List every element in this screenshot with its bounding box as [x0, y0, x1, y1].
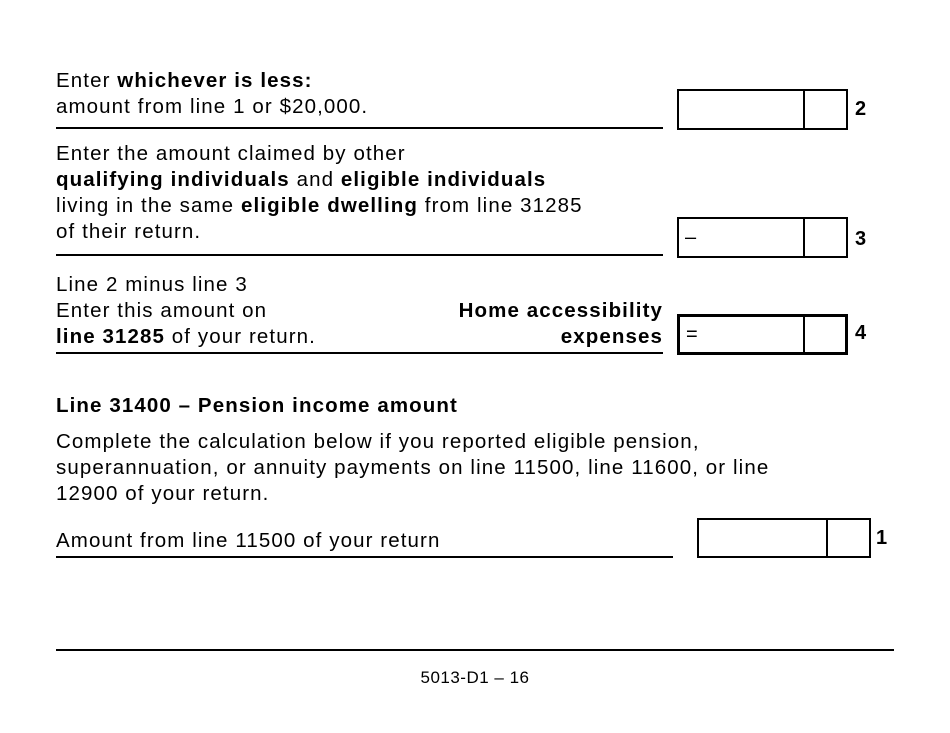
minus-sign: –	[685, 226, 697, 248]
pension-line1-underline	[56, 556, 673, 558]
line4-underline	[56, 352, 663, 354]
equals-sign: =	[686, 323, 698, 345]
line3-amount-field[interactable]	[677, 217, 848, 258]
line4-label-1: Home accessibility	[458, 299, 663, 322]
cents-divider	[826, 520, 828, 556]
page-footer: 5013-D1 – 16	[420, 668, 530, 687]
cents-divider	[803, 317, 805, 352]
line3-text-3: living in the same eligible dwelling from line 31285	[56, 194, 583, 217]
pension-line1-label: Amount from line 11500 of your return	[56, 529, 441, 552]
cents-divider	[803, 91, 805, 128]
pension-paragraph-2: superannuation, or annuity payments on line 11500, line 11600, or line	[56, 456, 770, 479]
line3-text-2: qualifying individuals and eligible individuals	[56, 168, 547, 191]
line3-text-4: of their return.	[56, 220, 202, 243]
line2-amount-field[interactable]	[677, 89, 848, 130]
footer-rule	[56, 649, 894, 651]
line4-text-3: line 31285 of your return.	[56, 325, 316, 348]
line2-underline	[56, 127, 663, 129]
pension-heading: Line 31400 – Pension income amount	[56, 394, 458, 417]
line4-text-2: Enter this amount on	[56, 299, 268, 322]
line4-label-2: expenses	[560, 325, 663, 348]
line2-description: amount from line 1 or $20,000.	[56, 95, 369, 118]
pension-line1-amount-field[interactable]	[697, 518, 871, 558]
pension-line1-number: 1	[876, 527, 888, 549]
line2-instruction: Enter whichever is less:	[56, 69, 313, 92]
line4-number: 4	[855, 322, 867, 344]
line4-amount-field[interactable]	[677, 314, 848, 355]
line3-number: 3	[855, 228, 867, 250]
line3-underline	[56, 254, 663, 256]
pension-paragraph-3: 12900 of your return.	[56, 482, 270, 505]
pension-paragraph-1: Complete the calculation below if you reported eligible pension,	[56, 430, 700, 453]
cents-divider	[803, 219, 805, 256]
line4-text-1: Line 2 minus line 3	[56, 273, 248, 296]
line2-number: 2	[855, 98, 867, 120]
line3-text-1: Enter the amount claimed by other	[56, 142, 406, 165]
